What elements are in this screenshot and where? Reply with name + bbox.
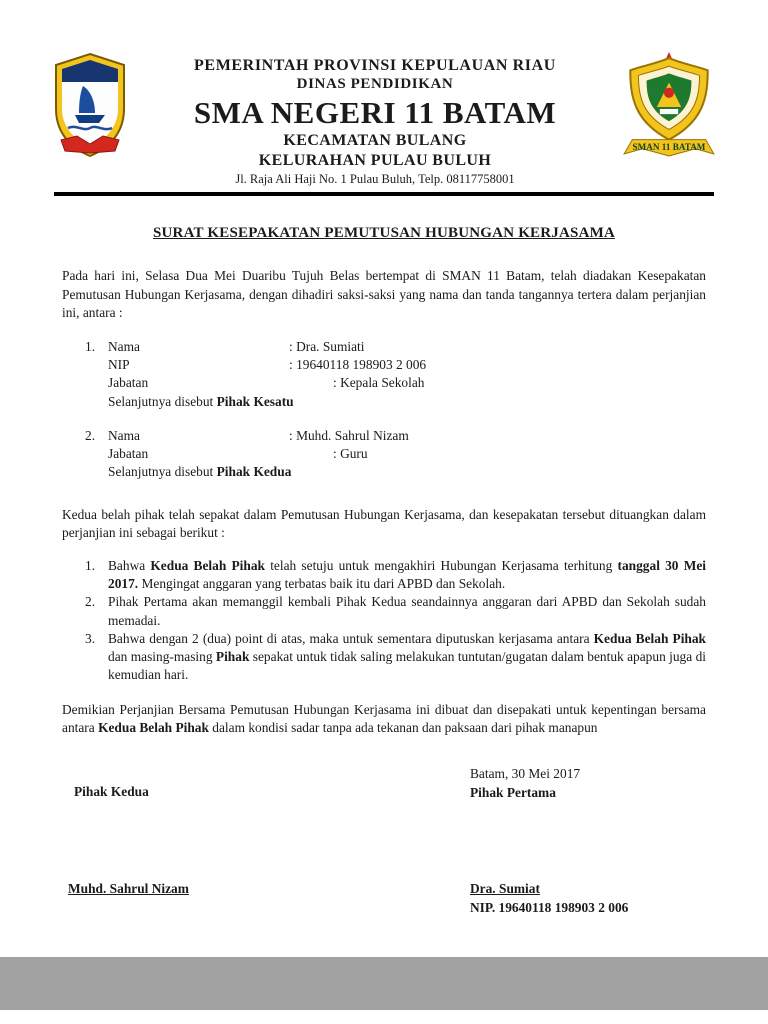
party-second-designation: Selanjutnya disebut Pihak Kedua	[108, 464, 292, 480]
signer-left-name: Muhd. Sahrul Nizam	[68, 880, 189, 896]
village-line: KELURAHAN PULAU BULUH	[258, 152, 492, 169]
field-value: : 19640118 198903 2 006	[289, 357, 427, 373]
agreement-item-3	[85, 630, 706, 685]
field-label: Jabatan	[108, 446, 149, 462]
signature-right-column	[470, 764, 580, 802]
address-line: Jl. Raja Ali Haji No. 1 Pulau Buluh, Telp. 08117758001	[235, 172, 515, 186]
letterhead-text	[128, 52, 622, 187]
party-first-name-row	[108, 338, 706, 356]
field-value: : Dra. Sumiati	[289, 339, 365, 355]
field-label: Nama	[108, 339, 140, 355]
school-name: SMA NEGERI 11 BATAM	[193, 95, 557, 130]
agreement-list	[62, 557, 706, 685]
item-number: 1.	[85, 558, 96, 574]
closing-paragraph: Demikian Perjanjian Bersama Pemutusan Hubungan Kerjasama ini dibuat dan disepakati untuk kepentingan bersama antara Kedua Belah Pihak dalam kondisi sadar tanpa ada tekanan dan paksaan dari pihak manapun	[62, 701, 706, 735]
field-label: Nama	[108, 427, 140, 443]
government-line: PEMERINTAH PROVINSI KEPULAUAN RIAU	[194, 57, 556, 74]
item-text: Bahwa dengan 2 (dua) point di atas, maka untuk sementara diputuskan kerjasama antara Kedua Belah Pihak dan masing-masing Pihak sepakat untuk tidak saling melakukan tuntutan/gugatan dalam bentuk apapun juga di kemudian hari.	[108, 630, 707, 683]
letter-title: SURAT KESEPAKATAN PEMUTUSAN HUBUNGAN KERJASAMA	[152, 225, 615, 241]
scanner-background-strip	[0, 957, 768, 1010]
signer-right-nip: NIP. 19640118 198903 2 006	[470, 899, 629, 915]
item-number: 3.	[85, 630, 96, 646]
item-text: Pihak Pertama akan memanggil kembali Pihak Kedua seandainnya anggaran dari APBD dan Sekolah sudah memadai.	[108, 594, 706, 628]
signer-right-column	[470, 880, 628, 917]
school-crest-logo	[622, 52, 716, 160]
party-first-nip-row	[108, 356, 706, 374]
signature-left-role: Pihak Kedua	[74, 783, 149, 799]
signature-header	[62, 764, 706, 804]
party-first-block	[85, 338, 706, 411]
party-first-number: 1.	[85, 339, 96, 355]
field-value: : Kepala Sekolah	[333, 375, 425, 391]
party-second-content	[108, 427, 706, 482]
letter-body	[0, 223, 768, 920]
school-logo-banner-text: SMAN 11 BATAM	[632, 141, 706, 152]
letterhead	[0, 0, 768, 187]
field-value: : Guru	[333, 446, 368, 462]
party-second-position-row	[108, 445, 706, 463]
signature-right-role: Pihak Pertama	[470, 784, 556, 800]
place-and-date: Batam, 30 Mei 2017	[470, 765, 581, 781]
letterhead-divider	[54, 192, 714, 196]
signature-names	[62, 880, 706, 920]
party-second-block	[85, 427, 706, 482]
agreement-item-1	[85, 557, 706, 593]
party-second-number: 2.	[85, 427, 96, 443]
field-label: NIP	[108, 357, 130, 373]
department-line: DINAS PENDIDIKAN	[296, 76, 454, 92]
item-number: 2.	[85, 594, 96, 610]
provincial-crest-logo	[52, 52, 128, 158]
party-first-designation: Selanjutnya disebut Pihak Kesatu	[108, 393, 294, 409]
kepulauan-riau-crest-icon	[52, 52, 128, 158]
agreement-item-2	[85, 593, 706, 629]
signer-right-name: Dra. Sumiat	[470, 880, 540, 896]
sman-11-batam-crest-icon	[622, 52, 716, 160]
district-line: KECAMATAN BULANG	[283, 132, 467, 149]
item-text: Bahwa Kedua Belah Pihak telah setuju untuk mengakhiri Hubungan Kerjasama terhitung tanggal 30 Mei 2017. Mengingat anggaran yang terbatas baik itu dari APBD dan Sekolah.	[108, 558, 707, 592]
field-value: : Muhd. Sahrul Nizam	[289, 427, 409, 443]
party-first-position-row	[108, 374, 706, 392]
field-label: Jabatan	[108, 375, 149, 391]
party-second-name-row	[108, 427, 706, 445]
agreement-intro-paragraph: Kedua belah pihak telah sepakat dalam Pemutusan Hubungan Kerjasama, dan kesepakatan tersebut dituangkan dalam perjanjian ini sebagai berikut :	[62, 506, 706, 540]
opening-paragraph: Pada hari ini, Selasa Dua Mei Duaribu Tujuh Belas bertempat di SMAN 11 Batam, telah diadakan Kesepakatan Pemutusan Hubungan Kerjasama, dengan dihadiri saksi-saksi yang nama dan tanda tangannya tertera dalam perjanjian ini, antara :	[62, 268, 706, 320]
party-first-content	[108, 338, 706, 411]
